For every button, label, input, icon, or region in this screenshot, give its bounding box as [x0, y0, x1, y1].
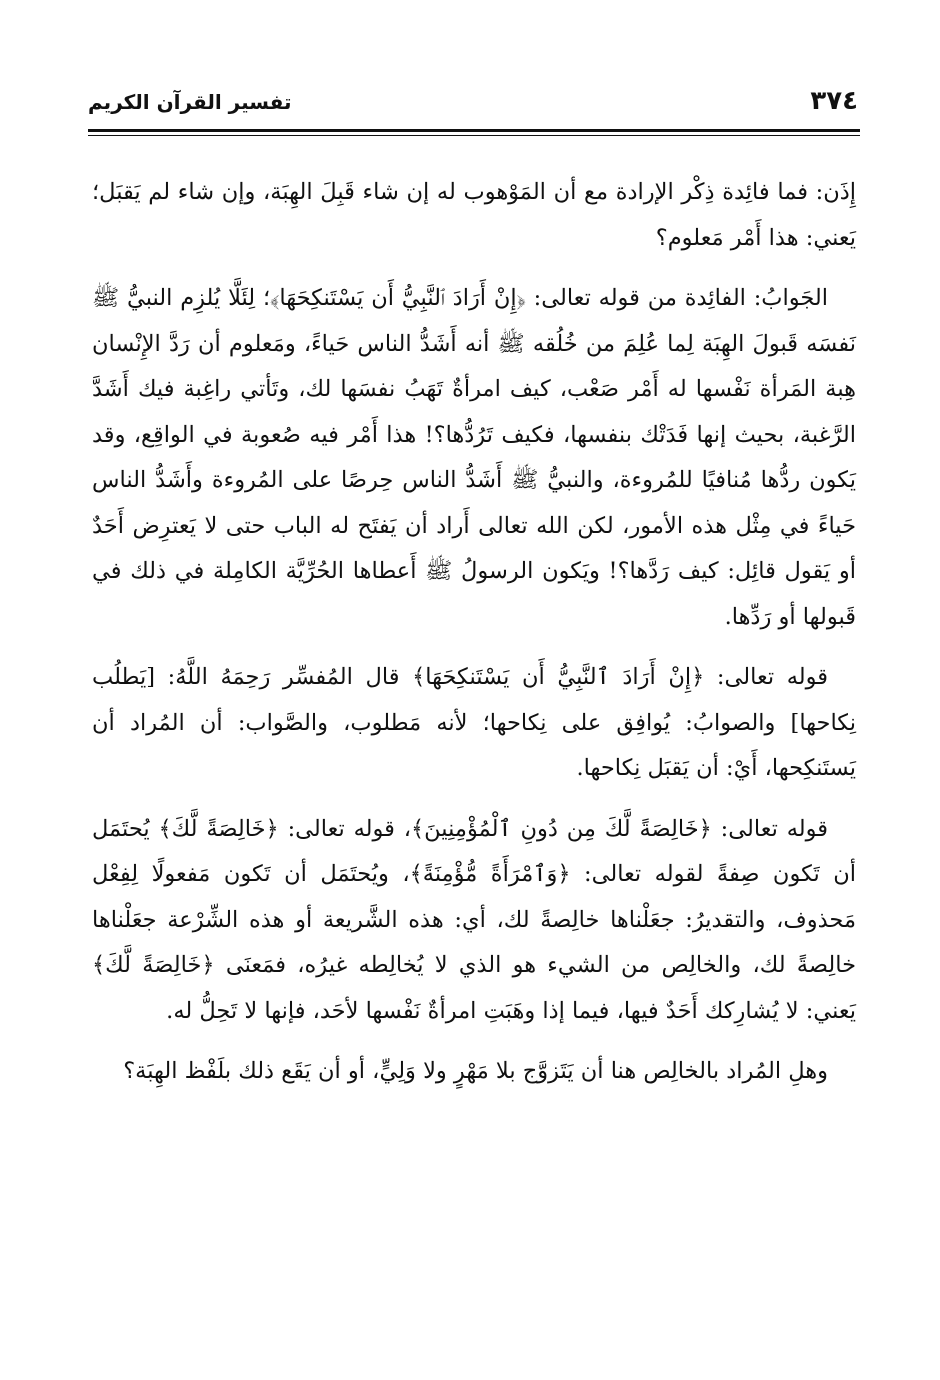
header-rule [88, 129, 860, 132]
paragraph-commentary-1: قوله تعالى: ﴿إِنْ أَرَادَ ٱلنَّبِيُّ أَن يَسْتَنكِحَهَا﴾ قال المُفسِّر رَحِمَهُ اللَّهُ: [يَطلُب نِكاحها] والصوابُ: يُوافِق على نِكاحها؛ لأنه مَطلوب، والصَّواب: أن المُراد أن يَستَنكِحها، أَيْ: أن يَقبَل نِكاحها. [92, 664, 856, 781]
page-number: ٣٧٤ [810, 86, 858, 116]
paragraph-question: إِذَن: فما فائِدة ذِكْر الإرادة مع أن المَوْهوب له إن شاء قَبِلَ الهِبَة، وإن شاء لم يَقبَل؛ يَعني: هذا أَمْر مَعلوم؟ [92, 179, 856, 251]
paragraph-answer: الجَوابُ: الفائِدة من قوله تعالى: ﴿إِنْ أَرَادَ ٱلنَّبِيُّ أَن يَسْتَنكِحَهَا﴾؛ لِئَلَّا يُلزِم النبيُّ ﷺ نَفسَه قَبولَ الهِبَة لِما عُلِمَ من خُلُقه ﷺ أنه أَشَدُّ الناس حَياءً، ومَعلوم أن رَدَّ الإِنْسان هِبة المَرأة نَفْسها له أَمْر صَعْب، كيف امرأةٌ تَهَبُ نفسَها لك، وتَأتي راغِبة فيك أَشَدَّ الرَّغبة، بحيث إنها فَدَتْك بنفسها، فكيف تَرُدُّها؟! هذا أَمْر فيه صُعوبة في الواقِع، وقد يَكون ردُّها مُنافيًا للمُروءة، والنبيُّ ﷺ أَشَدُّ الناس حِرصًا على المُروءة وأَشَدُّ الناس حَياءً في مِثْل هذه الأمور، لكن الله تعالى أَراد أن يَفتَح له الباب حتى لا يَعترِض أَحَدٌ أو يَقول قائِل: كيف رَدَّها؟! ويَكون الرسولُ ﷺ أَعطاها الحُرِّيَّة الكامِلة في ذلك في قَبولها أو رَدِّها. [92, 285, 856, 630]
page-header [88, 86, 858, 126]
paragraph-closing-question: وهلِ المُراد بالخالِص هنا أن يَتَزوَّج بلا مَهْرٍ ولا وَلِيٍّ، أو أن يَقَع ذلك بلَفْظ الهِبَة؟ [123, 1058, 828, 1084]
page-body [92, 170, 856, 1110]
running-title: تفسير القرآن الكريم [88, 90, 292, 114]
header-rule-thin [88, 135, 860, 136]
paragraph-commentary-2: قوله تعالى: ﴿خَالِصَةً لَّكَ مِن دُونِ ٱلْمُؤْمِنِينَ﴾، قوله تعالى: ﴿خَالِصَةً لَّكَ﴾ يُحتَمَل أن تَكون صِفةً لقوله تعالى: ﴿وَٱمْرَأَةً مُّؤْمِنَةً﴾، ويُحتَمَل أن تَكون مَفعولًا لِفِعْل مَحذوف، والتقديرُ: جعَلْناها خالِصةً لك، أي: هذه الشَّريعة أو هذه الشِّرْعة جعَلْناها خالِصةً لك، والخالِص من الشيء هو الذي لا يُخالِطه غيرُه، فمَعنَى ﴿خَالِصَةً لَّكَ﴾ يَعني: لا يُشارِكك أَحَدٌ فيها، فيما إذا وهَبَتِ امرأةٌ نَفْسها لأحَد، فإنها لا تَحِلُّ له. [92, 815, 856, 1024]
